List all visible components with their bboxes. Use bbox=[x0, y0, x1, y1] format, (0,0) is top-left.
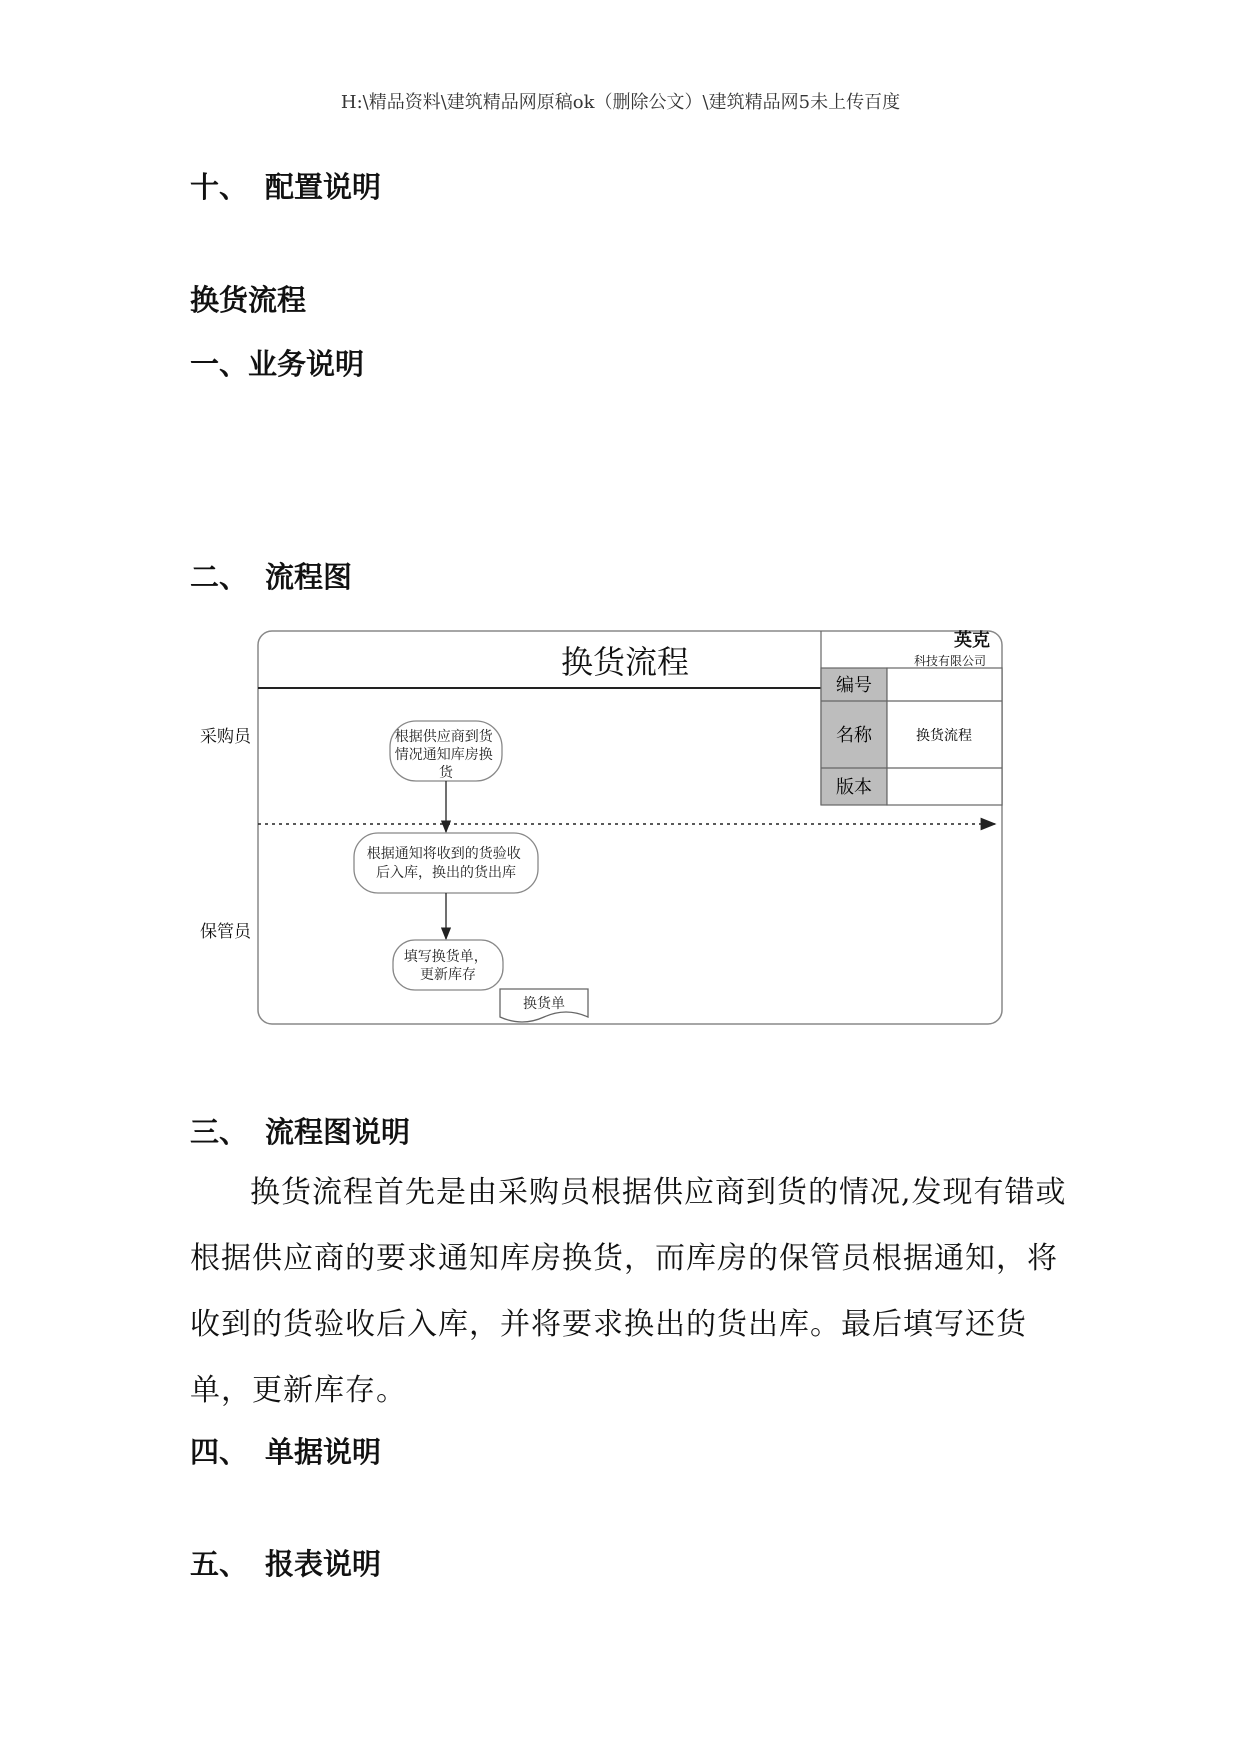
section-number: 四、 bbox=[190, 1435, 249, 1469]
step-3-line: 更新库存 bbox=[420, 967, 476, 983]
info-name-label: 名称 bbox=[836, 725, 872, 746]
step-3-line: 填写换货单， bbox=[403, 949, 488, 965]
step-1-line: 根据供应商到货 bbox=[394, 729, 493, 745]
company-name: 英克 bbox=[954, 630, 990, 651]
section-title: 业务说明 bbox=[248, 347, 365, 381]
section-title: 单据说明 bbox=[265, 1435, 382, 1469]
step-2-line: 根据通知将收到的货验收 bbox=[366, 846, 521, 862]
section-title: 流程图 bbox=[265, 560, 353, 594]
flowchart bbox=[200, 625, 1010, 1035]
section-number: 三、 bbox=[190, 1115, 249, 1149]
section-4-heading bbox=[190, 1430, 381, 1471]
section-title: 报表说明 bbox=[265, 1547, 382, 1581]
document-label: 换货单 bbox=[523, 996, 565, 1012]
step-1-line: 情况通知库房换 bbox=[394, 747, 493, 763]
company-sub: 科技有限公司 bbox=[913, 654, 987, 668]
section-5-heading bbox=[190, 1542, 381, 1583]
lane-purchaser: 采购员 bbox=[200, 727, 251, 747]
flow-description: 换货流程首先是由采购员根据供应商到货的情况,发现有错或根据供应商的要求通知库房换货，而库房的保管员根据通知，将收到的货验收后入库，并将要求换出的货出库。最后填写还货单，更新库存。 bbox=[190, 1175, 1067, 1408]
step-2-box bbox=[354, 833, 538, 893]
flowchart-title: 换货流程 bbox=[560, 643, 690, 681]
section-title: 配置说明 bbox=[265, 170, 382, 204]
section-title: 流程图说明 bbox=[265, 1115, 411, 1149]
section-number: 十、 bbox=[190, 170, 249, 204]
section-number: 一、 bbox=[190, 347, 249, 381]
section-10-heading bbox=[190, 165, 381, 206]
info-code-label: 编号 bbox=[836, 675, 872, 696]
page-header: H:\精品资料\建筑精品网原稿ok（删除公文）\建筑精品网5未上传百度 bbox=[340, 92, 901, 113]
step-2-line: 后入库，换出的货出库 bbox=[376, 865, 516, 881]
section-1-heading bbox=[190, 342, 364, 383]
section-number: 五、 bbox=[190, 1547, 249, 1581]
info-name-value: 换货流程 bbox=[916, 728, 972, 744]
section-2-heading bbox=[190, 555, 352, 596]
info-version-label: 版本 bbox=[836, 777, 872, 798]
lane-keeper: 保管员 bbox=[200, 922, 251, 942]
section-3-heading bbox=[190, 1110, 410, 1151]
section-number: 二、 bbox=[190, 560, 249, 594]
doc-title: 换货流程 bbox=[190, 283, 307, 317]
step-1-line: 货 bbox=[439, 765, 453, 781]
